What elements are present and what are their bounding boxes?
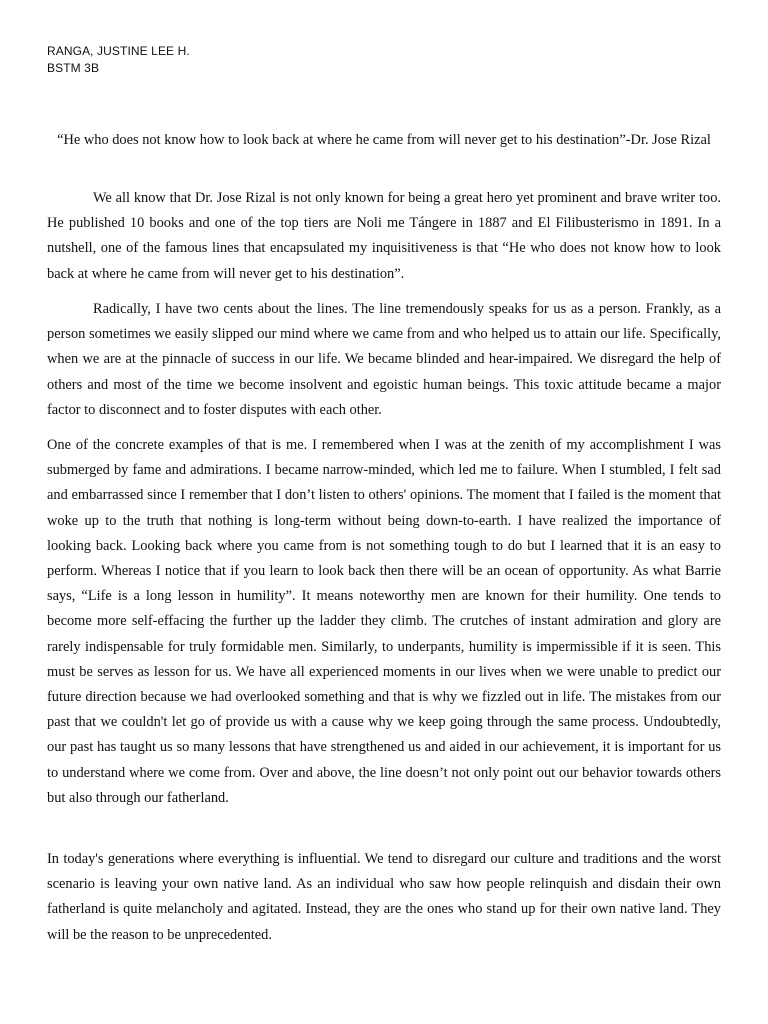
paragraph-4: In today's generations where everything is influential. We tend to disregard our culture and traditions and the worst scenario is leaving your own native land. As an individual who saw how people relinquish and disdain their own fatherland is quite melancholy and agitated. Instead, they are the ones who stand up for their own native land. They will be the reason to be unprecedented.	[47, 851, 721, 943]
paragraph-2: Radically, I have two cents about the lines. The line tremendously speaks for us as a person. Frankly, as a person sometimes we easily slipped our mind where we came from and who helped us to attain our life. Specifically, when we are at the pinnacle of success in our life. We became blinded and hear-impaired. We disregard the help of others and most of the time we become insolvent and egoistic human beings. This toxic attitude became a major factor to disconnect and to foster disputes with each other.	[47, 301, 721, 418]
paragraph-3: One of the concrete examples of that is me. I remembered when I was at the zenith of my accomplishment I was submerged by fame and admirations. I became narrow-minded, which led me to failure. When I stumbled, I felt sad and embarrassed since I remember that I don’t listen to others' opinions. The moment that I failed is the moment that woke up to the truth that nothing is long-term without being down-to-earth. I have realized the importance of looking back. Looking back where you came from is not something tough to do but I learned that it is an easy to perform. Whereas I notice that if you learn to look back then there will be an ocean of opportunity. As what Barrie says, “Life is a long lesson in humility”. It means noteworthy men are known for their humility. One tends to become more self-effacing the further up the ladder they climb. The crutches of instant admiration and glory are rarely indispensable for truly formidable men. Similarly, to underpants, humility is impermissible if it is seen. This must be serves as lesson for us. We have all experienced moments in our lives when we were unable to predict our future direction because we had overlooked something and that is why we fizzled out in life. The mistakes from our past that we couldn't let go of provide us with a cause why we keep going through the same process. Undoubtedly, our past has taught us so many lessons that have strengthened us and aided in our achievement, it is important for us to understand where we come from. Over and above, the line doesn’t not only point out our behavior towards others but also through our fatherland.	[47, 437, 721, 806]
essay-title: “He who does not know how to look back at where he came from will never get to his destination”-Dr. Jose Rizal	[57, 132, 711, 148]
author-name: RANGA, JUSTINE LEE H.	[47, 44, 190, 58]
author-header	[47, 43, 190, 77]
course-section: BSTM 3B	[47, 61, 100, 75]
paragraph-1: We all know that Dr. Jose Rizal is not only known for being a great hero yet prominent and brave writer too. He published 10 books and one of the top tiers are Noli me Tángere in 1887 and El Filibusterismo in 1891. In a nutshell, one of the famous lines that encapsulated my inquisitiveness is that “He who does not know how to look back at where he came from will never get to his destination”.	[47, 190, 721, 282]
